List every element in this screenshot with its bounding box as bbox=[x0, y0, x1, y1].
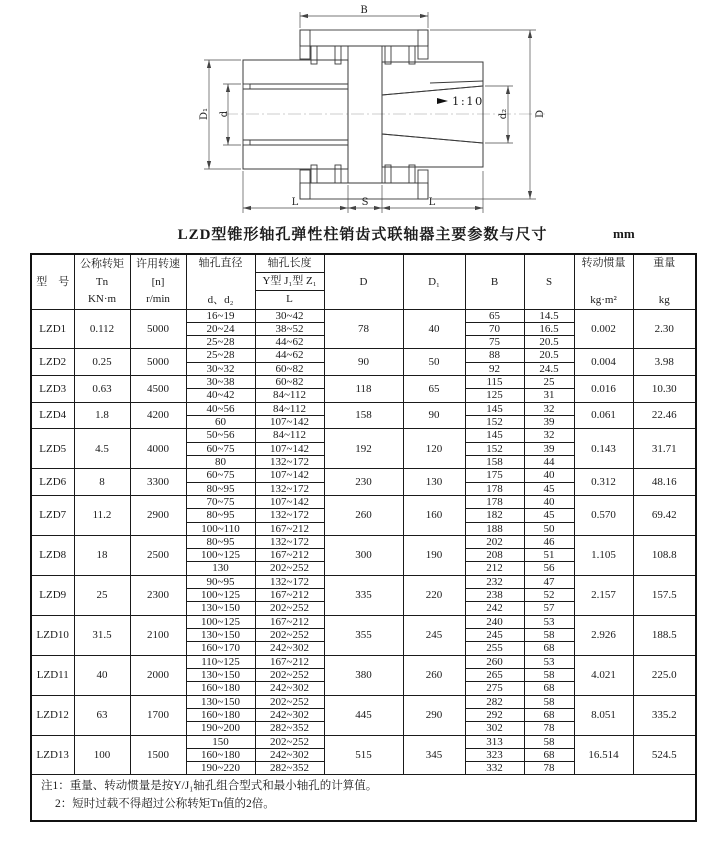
model-cell: LZD9 bbox=[31, 575, 74, 615]
header-torque-line2: Tn bbox=[95, 275, 109, 288]
header-bore-diameter-title: 轴孔直径 bbox=[198, 257, 243, 269]
torque-cell: 8 bbox=[74, 469, 130, 496]
torque-cell: 40 bbox=[74, 655, 130, 695]
speed-cell: 2900 bbox=[130, 495, 186, 535]
model-cell: LZD8 bbox=[31, 535, 74, 575]
dim-B-cell: 70 bbox=[465, 322, 524, 335]
speed-cell: 4500 bbox=[130, 376, 186, 403]
header-length-symbol: L bbox=[255, 290, 324, 309]
dim-B-cell: 313 bbox=[465, 735, 524, 748]
inertia-cell: 0.002 bbox=[574, 309, 633, 349]
taper-arrow-icon bbox=[437, 98, 448, 104]
dim-D-cell: 78 bbox=[324, 309, 403, 349]
bore-length-cell: 167~212 bbox=[255, 615, 324, 628]
bore-length-cell: 242~302 bbox=[255, 708, 324, 721]
table-row bbox=[31, 535, 696, 548]
dim-B-cell: 115 bbox=[465, 376, 524, 389]
header-torque-line1: 公称转矩 bbox=[80, 258, 124, 271]
dim-S-cell: 31 bbox=[524, 389, 574, 402]
weight-cell: 188.5 bbox=[633, 615, 696, 655]
torque-cell: 1.8 bbox=[74, 402, 130, 429]
dim-B-cell: 145 bbox=[465, 402, 524, 415]
dim-S-cell: 20.5 bbox=[524, 349, 574, 362]
header-B: B bbox=[465, 254, 524, 309]
weight-cell: 335.2 bbox=[633, 695, 696, 735]
header-speed-line3: r/min bbox=[146, 292, 170, 305]
dim-S-cell: 68 bbox=[524, 642, 574, 655]
dim-B-cell: 292 bbox=[465, 708, 524, 721]
bore-diameter-cell: 80~95 bbox=[186, 535, 255, 548]
dim-D1-cell: 65 bbox=[403, 376, 465, 403]
bore-diameter-cell: 160~170 bbox=[186, 642, 255, 655]
bore-diameter-cell: 100~110 bbox=[186, 522, 255, 535]
bore-length-cell: 132~172 bbox=[255, 509, 324, 522]
dim-B-cell: 323 bbox=[465, 748, 524, 761]
dim-D-cell: 380 bbox=[324, 655, 403, 695]
dim-B-cell: 182 bbox=[465, 509, 524, 522]
table-row bbox=[31, 575, 696, 588]
dim-S-cell: 20.5 bbox=[524, 336, 574, 349]
bore-length-cell: 107~142 bbox=[255, 442, 324, 455]
bore-diameter-cell: 60~75 bbox=[186, 442, 255, 455]
torque-cell: 0.63 bbox=[74, 376, 130, 403]
dim-D-cell: 515 bbox=[324, 735, 403, 775]
dim-B-cell: 242 bbox=[465, 602, 524, 615]
dim-B-cell: 202 bbox=[465, 535, 524, 548]
bore-diameter-cell: 70~75 bbox=[186, 495, 255, 508]
bore-diameter-cell: 90~95 bbox=[186, 575, 255, 588]
table-row bbox=[31, 735, 696, 748]
dim-D-cell: 335 bbox=[324, 575, 403, 615]
table-row bbox=[31, 655, 696, 668]
speed-cell: 3300 bbox=[130, 469, 186, 496]
dim-B-cell: 232 bbox=[465, 575, 524, 588]
table-row bbox=[31, 495, 696, 508]
bore-length-cell: 202~252 bbox=[255, 562, 324, 575]
bore-diameter-cell: 16~19 bbox=[186, 309, 255, 322]
bore-length-cell: 30~42 bbox=[255, 309, 324, 322]
dim-B-cell: 92 bbox=[465, 362, 524, 375]
speed-cell: 5000 bbox=[130, 349, 186, 376]
bore-diameter-cell: 110~125 bbox=[186, 655, 255, 668]
header-bore-length: 轴孔长度 bbox=[255, 254, 324, 272]
bore-diameter-cell: 80~95 bbox=[186, 509, 255, 522]
bore-length-cell: 282~352 bbox=[255, 722, 324, 735]
model-cell: LZD13 bbox=[31, 735, 74, 775]
dim-D1-cell: 160 bbox=[403, 495, 465, 535]
dim-D-cell: 158 bbox=[324, 402, 403, 429]
bore-diameter-cell: 150 bbox=[186, 735, 255, 748]
inertia-cell: 0.004 bbox=[574, 349, 633, 376]
bore-length-cell: 167~212 bbox=[255, 589, 324, 602]
dim-D1-cell: 190 bbox=[403, 535, 465, 575]
dim-S-cell: 39 bbox=[524, 442, 574, 455]
bore-length-cell: 44~62 bbox=[255, 349, 324, 362]
spec-table-body bbox=[31, 309, 696, 775]
header-inertia bbox=[574, 254, 633, 309]
dim-B-cell: 88 bbox=[465, 349, 524, 362]
torque-cell: 25 bbox=[74, 575, 130, 615]
header-inertia-title: 转动惯量 bbox=[581, 257, 626, 269]
spec-table-notes bbox=[31, 775, 696, 821]
header-bore-diameter bbox=[186, 254, 255, 309]
coupling-geometry bbox=[225, 30, 545, 199]
bore-length-cell: 242~302 bbox=[255, 748, 324, 761]
inertia-cell: 8.051 bbox=[574, 695, 633, 735]
bore-diameter-cell: 130~150 bbox=[186, 695, 255, 708]
dim-D-cell: 90 bbox=[324, 349, 403, 376]
dim-S-cell: 58 bbox=[524, 668, 574, 681]
bore-length-cell: 84~112 bbox=[255, 429, 324, 442]
bore-diameter-cell: 130 bbox=[186, 562, 255, 575]
dim-S-cell: 45 bbox=[524, 482, 574, 495]
bore-diameter-cell: 160~180 bbox=[186, 708, 255, 721]
bore-diameter-cell: 130~150 bbox=[186, 602, 255, 615]
dim-B-cell: 178 bbox=[465, 482, 524, 495]
spec-table-header bbox=[31, 254, 696, 309]
header-D: D bbox=[324, 254, 403, 309]
header-weight-unit: kg bbox=[658, 294, 670, 307]
bore-diameter-cell: 100~125 bbox=[186, 589, 255, 602]
inertia-cell: 0.570 bbox=[574, 495, 633, 535]
dim-S-cell: 25 bbox=[524, 376, 574, 389]
note-line-1: 注1：重量、转动惯量是按Y/J₁轴孔组合型式和最小轴孔的计算值。 bbox=[41, 780, 378, 793]
dim-B-cell: 152 bbox=[465, 416, 524, 429]
weight-cell: 10.30 bbox=[633, 376, 696, 403]
bore-length-cell: 202~252 bbox=[255, 695, 324, 708]
bore-length-cell: 132~172 bbox=[255, 455, 324, 468]
bore-length-cell: 107~142 bbox=[255, 416, 324, 429]
dim-S-cell: 52 bbox=[524, 589, 574, 602]
bore-diameter-cell: 130~150 bbox=[186, 668, 255, 681]
torque-cell: 0.25 bbox=[74, 349, 130, 376]
inertia-cell: 16.514 bbox=[574, 735, 633, 775]
header-D1: D₁ bbox=[403, 254, 465, 309]
bore-diameter-cell: 190~200 bbox=[186, 722, 255, 735]
table-row bbox=[31, 349, 696, 362]
dim-label-D: D bbox=[535, 109, 546, 119]
dim-label-S: S bbox=[361, 197, 369, 208]
dim-S-cell: 45 bbox=[524, 509, 574, 522]
torque-cell: 100 bbox=[74, 735, 130, 775]
dim-S-cell: 68 bbox=[524, 682, 574, 695]
inertia-cell: 1.105 bbox=[574, 535, 633, 575]
model-cell: LZD2 bbox=[31, 349, 74, 376]
model-cell: LZD11 bbox=[31, 655, 74, 695]
bore-length-cell: 60~82 bbox=[255, 376, 324, 389]
bore-diameter-cell: 20~24 bbox=[186, 322, 255, 335]
inertia-cell: 2.157 bbox=[574, 575, 633, 615]
speed-cell: 1700 bbox=[130, 695, 186, 735]
weight-cell: 524.5 bbox=[633, 735, 696, 775]
bore-length-cell: 132~172 bbox=[255, 535, 324, 548]
bore-diameter-cell: 50~56 bbox=[186, 429, 255, 442]
model-cell: LZD5 bbox=[31, 429, 74, 469]
dim-D1-cell: 290 bbox=[403, 695, 465, 735]
coupling-section-drawing bbox=[0, 2, 725, 222]
dim-B-cell: 125 bbox=[465, 389, 524, 402]
dim-D1-cell: 120 bbox=[403, 429, 465, 469]
bore-length-cell: 202~252 bbox=[255, 668, 324, 681]
dim-B-cell: 275 bbox=[465, 682, 524, 695]
bore-length-cell: 38~52 bbox=[255, 322, 324, 335]
dim-B-cell: 255 bbox=[465, 642, 524, 655]
model-cell: LZD3 bbox=[31, 376, 74, 403]
dim-label-d2: d₂ bbox=[498, 108, 509, 120]
dim-B-cell: 152 bbox=[465, 442, 524, 455]
bore-diameter-cell: 25~28 bbox=[186, 336, 255, 349]
table-row bbox=[31, 695, 696, 708]
dim-label-L-left: L bbox=[291, 197, 299, 208]
table-row bbox=[31, 429, 696, 442]
dim-D1-cell: 90 bbox=[403, 402, 465, 429]
dim-B-cell: 238 bbox=[465, 589, 524, 602]
dim-B-cell: 145 bbox=[465, 429, 524, 442]
dim-D1-cell: 260 bbox=[403, 655, 465, 695]
note-line-2: 2：短时过载不得超过公称转矩Tn值的2倍。 bbox=[55, 797, 275, 810]
inertia-cell: 0.061 bbox=[574, 402, 633, 429]
dim-D1-cell: 245 bbox=[403, 615, 465, 655]
speed-cell: 2500 bbox=[130, 535, 186, 575]
torque-cell: 63 bbox=[74, 695, 130, 735]
dim-D-cell: 445 bbox=[324, 695, 403, 735]
inertia-cell: 0.143 bbox=[574, 429, 633, 469]
weight-cell: 108.8 bbox=[633, 535, 696, 575]
torque-cell: 31.5 bbox=[74, 615, 130, 655]
torque-cell: 4.5 bbox=[74, 429, 130, 469]
dim-B-cell: 302 bbox=[465, 722, 524, 735]
dim-S-cell: 57 bbox=[524, 602, 574, 615]
model-cell: LZD10 bbox=[31, 615, 74, 655]
spec-table bbox=[30, 253, 697, 822]
dim-D1-cell: 345 bbox=[403, 735, 465, 775]
model-cell: LZD1 bbox=[31, 309, 74, 349]
header-model: 型 号 bbox=[31, 254, 74, 309]
bore-diameter-cell: 190~220 bbox=[186, 762, 255, 775]
dim-S-cell: 47 bbox=[524, 575, 574, 588]
model-cell: LZD4 bbox=[31, 402, 74, 429]
header-weight-title: 重量 bbox=[653, 257, 676, 269]
header-torque bbox=[74, 254, 130, 309]
dim-D-cell: 260 bbox=[324, 495, 403, 535]
bore-diameter-cell: 40~42 bbox=[186, 389, 255, 402]
elastic-pins bbox=[311, 46, 415, 183]
dim-S-cell: 24.5 bbox=[524, 362, 574, 375]
bore-diameter-cell: 100~125 bbox=[186, 615, 255, 628]
table-row bbox=[31, 376, 696, 389]
bore-diameter-cell: 60~75 bbox=[186, 469, 255, 482]
weight-cell: 69.42 bbox=[633, 495, 696, 535]
dim-S-cell: 44 bbox=[524, 455, 574, 468]
inertia-cell: 2.926 bbox=[574, 615, 633, 655]
taper-label: 1:10 bbox=[452, 94, 484, 108]
bore-length-cell: 44~62 bbox=[255, 336, 324, 349]
dim-S-cell: 68 bbox=[524, 748, 574, 761]
dim-D1-cell: 40 bbox=[403, 309, 465, 349]
dim-B-cell: 265 bbox=[465, 668, 524, 681]
dim-B-cell: 282 bbox=[465, 695, 524, 708]
header-length-types: Y型 J₁型 Z₁ bbox=[255, 272, 324, 290]
speed-cell: 1500 bbox=[130, 735, 186, 775]
dim-B-cell: 208 bbox=[465, 549, 524, 562]
dim-label-B: B bbox=[360, 5, 368, 16]
weight-cell: 225.0 bbox=[633, 655, 696, 695]
bore-length-cell: 202~252 bbox=[255, 735, 324, 748]
bore-length-cell: 132~172 bbox=[255, 575, 324, 588]
bore-length-cell: 242~302 bbox=[255, 642, 324, 655]
bore-diameter-cell: 160~180 bbox=[186, 748, 255, 761]
header-torque-line3: KN·m bbox=[87, 292, 117, 305]
dim-S-cell: 32 bbox=[524, 402, 574, 415]
bore-length-cell: 60~82 bbox=[255, 362, 324, 375]
model-cell: LZD6 bbox=[31, 469, 74, 496]
bore-length-cell: 167~212 bbox=[255, 522, 324, 535]
bore-diameter-cell: 60 bbox=[186, 416, 255, 429]
dim-S-cell: 56 bbox=[524, 562, 574, 575]
bore-length-cell: 167~212 bbox=[255, 549, 324, 562]
dim-D-cell: 300 bbox=[324, 535, 403, 575]
inertia-cell: 4.021 bbox=[574, 655, 633, 695]
dim-D1-cell: 50 bbox=[403, 349, 465, 376]
torque-cell: 18 bbox=[74, 535, 130, 575]
bore-diameter-cell: 130~150 bbox=[186, 629, 255, 642]
dim-label-L-right: L bbox=[428, 197, 436, 208]
dim-B-cell: 158 bbox=[465, 455, 524, 468]
bore-length-cell: 132~172 bbox=[255, 482, 324, 495]
dim-S-cell: 40 bbox=[524, 495, 574, 508]
dim-S-cell: 40 bbox=[524, 469, 574, 482]
bore-diameter-cell: 25~28 bbox=[186, 349, 255, 362]
dim-S-cell: 58 bbox=[524, 735, 574, 748]
header-bore-diameter-symbols: d、d₂ bbox=[207, 294, 234, 307]
dim-D-cell: 118 bbox=[324, 376, 403, 403]
table-row bbox=[31, 402, 696, 415]
bore-diameter-cell: 40~56 bbox=[186, 402, 255, 415]
dim-B-cell: 332 bbox=[465, 762, 524, 775]
dim-B-cell: 212 bbox=[465, 562, 524, 575]
model-cell: LZD7 bbox=[31, 495, 74, 535]
table-row bbox=[31, 615, 696, 628]
dim-S-cell: 53 bbox=[524, 655, 574, 668]
dim-S-cell: 46 bbox=[524, 535, 574, 548]
speed-cell: 2300 bbox=[130, 575, 186, 615]
dim-B-cell: 260 bbox=[465, 655, 524, 668]
dim-S-cell: 78 bbox=[524, 762, 574, 775]
table-row bbox=[31, 469, 696, 482]
torque-cell: 11.2 bbox=[74, 495, 130, 535]
bore-diameter-cell: 30~32 bbox=[186, 362, 255, 375]
dim-B-cell: 240 bbox=[465, 615, 524, 628]
bore-diameter-cell: 100~125 bbox=[186, 549, 255, 562]
dim-S-cell: 14.5 bbox=[524, 309, 574, 322]
dim-S-cell: 68 bbox=[524, 708, 574, 721]
header-speed-line1: 许用转速 bbox=[136, 258, 180, 271]
dim-S-cell: 58 bbox=[524, 629, 574, 642]
bore-diameter-cell: 80 bbox=[186, 455, 255, 468]
unit-label: mm bbox=[613, 226, 635, 241]
bore-length-cell: 242~302 bbox=[255, 682, 324, 695]
dim-S-cell: 39 bbox=[524, 416, 574, 429]
table-row bbox=[31, 309, 696, 322]
bore-length-cell: 84~112 bbox=[255, 389, 324, 402]
dim-B-cell: 188 bbox=[465, 522, 524, 535]
dim-label-d: d bbox=[219, 110, 230, 118]
dim-B-cell: 245 bbox=[465, 629, 524, 642]
dim-S-cell: 32 bbox=[524, 429, 574, 442]
header-S: S bbox=[524, 254, 574, 309]
speed-cell: 4200 bbox=[130, 402, 186, 429]
bore-diameter-cell: 30~38 bbox=[186, 376, 255, 389]
bore-length-cell: 202~252 bbox=[255, 602, 324, 615]
dim-D1-cell: 220 bbox=[403, 575, 465, 615]
dim-B-cell: 175 bbox=[465, 469, 524, 482]
model-cell: LZD12 bbox=[31, 695, 74, 735]
header-speed bbox=[130, 254, 186, 309]
notes-cell bbox=[31, 775, 696, 821]
inertia-cell: 0.016 bbox=[574, 376, 633, 403]
speed-cell: 2100 bbox=[130, 615, 186, 655]
bore-length-cell: 167~212 bbox=[255, 655, 324, 668]
bore-length-cell: 202~252 bbox=[255, 629, 324, 642]
weight-cell: 3.98 bbox=[633, 349, 696, 376]
weight-cell: 2.30 bbox=[633, 309, 696, 349]
torque-cell: 0.112 bbox=[74, 309, 130, 349]
dim-D1-cell: 130 bbox=[403, 469, 465, 496]
dim-D-cell: 192 bbox=[324, 429, 403, 469]
dim-D-cell: 230 bbox=[324, 469, 403, 496]
dim-D-cell: 355 bbox=[324, 615, 403, 655]
dim-S-cell: 16.5 bbox=[524, 322, 574, 335]
bore-length-cell: 84~112 bbox=[255, 402, 324, 415]
bore-length-cell: 282~352 bbox=[255, 762, 324, 775]
bore-length-cell: 107~142 bbox=[255, 495, 324, 508]
header-inertia-unit: kg·m² bbox=[590, 294, 617, 307]
inertia-cell: 0.312 bbox=[574, 469, 633, 496]
dim-S-cell: 78 bbox=[524, 722, 574, 735]
dim-label-D1: D₁ bbox=[199, 107, 210, 121]
dimension-annotations bbox=[199, 5, 546, 213]
dim-S-cell: 53 bbox=[524, 615, 574, 628]
weight-cell: 48.16 bbox=[633, 469, 696, 496]
header-speed-line2: [n] bbox=[151, 275, 165, 288]
dim-B-cell: 178 bbox=[465, 495, 524, 508]
dim-S-cell: 50 bbox=[524, 522, 574, 535]
bore-diameter-cell: 80~95 bbox=[186, 482, 255, 495]
weight-cell: 157.5 bbox=[633, 575, 696, 615]
page-title: LZD型锥形轴孔弹性柱销齿式联轴器主要参数与尺寸 bbox=[177, 227, 548, 243]
dim-B-cell: 75 bbox=[465, 336, 524, 349]
dim-S-cell: 51 bbox=[524, 549, 574, 562]
speed-cell: 4000 bbox=[130, 429, 186, 469]
weight-cell: 22.46 bbox=[633, 402, 696, 429]
header-weight bbox=[633, 254, 696, 309]
weight-cell: 31.71 bbox=[633, 429, 696, 469]
dim-S-cell: 58 bbox=[524, 695, 574, 708]
speed-cell: 5000 bbox=[130, 309, 186, 349]
bore-diameter-cell: 160~180 bbox=[186, 682, 255, 695]
dim-B-cell: 65 bbox=[465, 309, 524, 322]
bore-length-cell: 107~142 bbox=[255, 469, 324, 482]
speed-cell: 2000 bbox=[130, 655, 186, 695]
